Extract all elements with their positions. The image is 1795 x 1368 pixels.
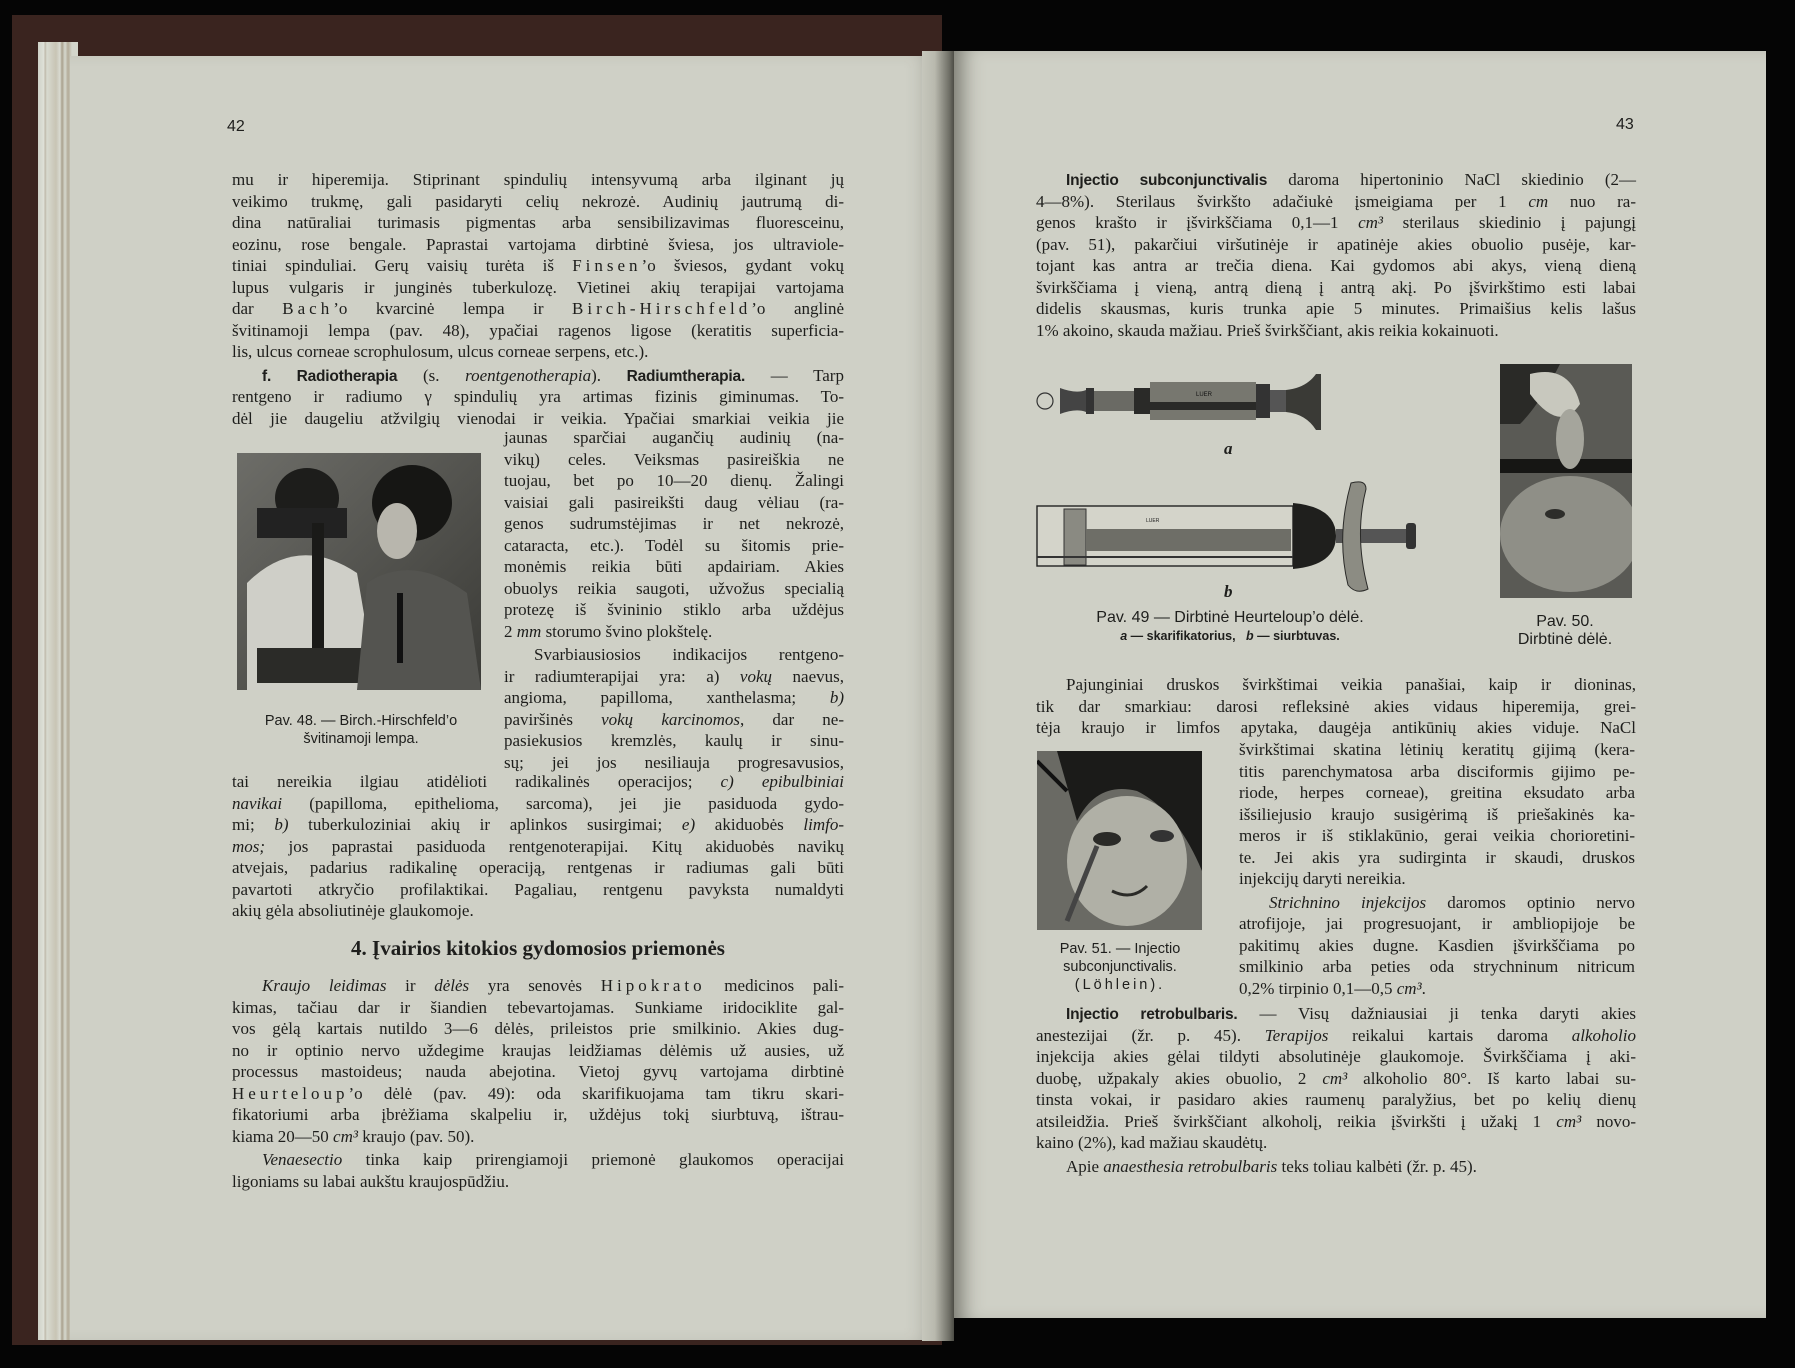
text-line: no ir optinio nervo uždegime kraujas leidžiamas dėlėmis už ausies, už — [232, 1040, 844, 1060]
spaced-name: Bach — [282, 299, 334, 318]
text-line — [232, 836, 844, 858]
text-run: ir — [386, 976, 435, 995]
text-line — [232, 1083, 844, 1105]
text-line — [504, 621, 844, 643]
text-run: kraujo (pav. 50). — [357, 1126, 475, 1146]
italic-term: b) — [274, 815, 289, 834]
text-line: vaisiai gali pasireikšti daug vėliau (ra- — [504, 492, 844, 512]
left-text-block-3 — [232, 771, 844, 922]
text-run: — Tarp — [745, 365, 844, 385]
right-text-block-2 — [1036, 672, 1636, 739]
text-line: švirkštimai skatina lėtinių keratitų gijimą (kera- — [1239, 740, 1635, 759]
text-line — [232, 298, 844, 320]
text-run: akiduobės — [695, 815, 804, 834]
text-line — [1036, 1111, 1636, 1133]
text-line — [1239, 892, 1635, 914]
text-line — [1036, 1156, 1636, 1178]
section-heading: 4. Įvairios kitokios gydomosios priemonės — [351, 936, 725, 960]
bold-term: Injectio retrobulbaris. — [1066, 1006, 1238, 1023]
text-run: , dar ne- — [740, 709, 844, 729]
italic-term: cm³ — [1322, 1068, 1348, 1088]
italic-term: vokų karcinomos — [601, 709, 741, 729]
text-line: 1% akoino, skauda mažiau. Prieš švirkščiant, akis reikia kokainuoti. — [1036, 320, 1499, 340]
bold-term: f. Radiotherapia — [262, 367, 398, 385]
text-run: alkoholio 80°. Iš karto labai su- — [1347, 1068, 1636, 1088]
paragraph — [1036, 1156, 1636, 1178]
caption-b-letter: b — [1245, 629, 1254, 643]
text-run: ’o dėlė (pav. 49): oda skarifikuojama tam tikru skari- — [348, 1083, 844, 1103]
text-run: 4—8%). Sterilaus švirkšto adačiukė įsmeigiama per 1 — [1036, 191, 1529, 211]
italic-term: cm³ — [1556, 1111, 1582, 1131]
text-run: tinka kaip prirengiamoji priemonė glaukomos operacijai — [342, 1150, 844, 1169]
text-line: kimas, tačiau dar ir šiandien tebevartojamas. Sunkiame iridociklite gal- — [232, 997, 844, 1017]
italic-term: limfo- — [803, 815, 845, 834]
text-run: sterilaus skiedinio į pajungį — [1383, 213, 1637, 232]
text-run: angioma, papilloma, xanthelasma; — [504, 688, 830, 707]
text-run: reikalui kartais daroma — [1328, 1025, 1572, 1045]
caption-line: (Löhlein). — [1074, 977, 1166, 993]
italic-term: Terapijos — [1264, 1025, 1329, 1045]
text-line: vikų) celes. Veiksmas pasireiškia ne — [504, 449, 844, 469]
text-line: akių gėla absoliutinėje glaukomoje. — [232, 901, 474, 920]
text-line — [1036, 1068, 1636, 1090]
text-line: meros ir iš stiklakūnio, gerai veikia chorioretini- — [1239, 826, 1635, 845]
spaced-name: Birch-Hirschfeld — [572, 299, 752, 318]
text-line — [504, 709, 844, 731]
text-run: naevus, — [772, 666, 844, 686]
text-run: nuo ra- — [1548, 191, 1636, 211]
text-line — [1036, 1003, 1636, 1025]
figure-49-caption — [1040, 609, 1420, 645]
text-run: yra senovės — [469, 976, 601, 995]
caption-line: Pav. 50. — [1536, 613, 1594, 630]
caption-line: Pav. 51. — Injectio — [1059, 941, 1181, 957]
text-line: lis, ulcus corneae scrophulosum, ulcus corneae serpens, etc.). — [232, 342, 649, 361]
text-run: duobę, užpakaly akies obuolio, 2 — [1036, 1068, 1323, 1088]
italic-term: vokų — [739, 666, 773, 686]
text-line: genos sudrumstėjimas ir net nekrozė, — [504, 514, 844, 533]
left-text-block-wrap — [504, 427, 844, 773]
text-run: — Visų dažniausiai ji tenka daryti akies — [1237, 1004, 1637, 1023]
text-line: titis parenchymatosa arba disciformis gijimo pe- — [1239, 761, 1635, 781]
book-spine-gutter — [922, 51, 954, 1341]
page-number-left: 42 — [227, 118, 245, 135]
text-run: ir radiumterapijai yra: a) — [504, 666, 740, 686]
text-run: ’o anglinė — [751, 299, 844, 318]
text-run: dar — [232, 299, 283, 318]
caption-line: Dirbtinė dėlė. — [1517, 631, 1613, 648]
page-number-right: 43 — [1616, 116, 1634, 133]
bold-term: Radiumtherapia. — [626, 367, 746, 385]
text-line — [232, 975, 844, 997]
italic-term: Venaesectio — [262, 1150, 343, 1169]
figure-label-b: b — [1224, 582, 1233, 601]
text-line — [1036, 169, 1636, 191]
text-run: daromos optinio nervo — [1426, 892, 1635, 912]
text-line: jaunas sparčiai augančių audinių (na- — [504, 428, 844, 447]
italic-term: b) — [829, 688, 844, 707]
suction-cup-illustration — [1036, 481, 1422, 593]
text-run: (papilloma, epithelioma, sarcoma), jei jie pasiduoda gydo- — [282, 793, 844, 813]
text-line — [504, 666, 844, 688]
text-run: 2 — [504, 621, 517, 641]
text-run: kiama 20—50 — [232, 1126, 334, 1146]
text-line — [232, 1149, 844, 1171]
text-line — [232, 771, 844, 793]
italic-term: Strichnino injekcijos — [1269, 892, 1427, 912]
italic-term: cm³ — [333, 1126, 358, 1146]
text-line: veikimo trukmę, gali pasidaryti celių nekrozė. Audinių jautrumą di- — [232, 191, 844, 211]
text-run: jos paprastai pasiduoda rentgenoterapijai. Kitų akiduobės navikų — [265, 836, 844, 856]
text-line — [232, 365, 844, 387]
text-line — [504, 687, 844, 709]
text-line: rentgeno ir radiumo γ spindulių yra artimas fizinis giminumas. To- — [232, 387, 844, 406]
text-run: ’o kvarcinė lempa ir — [333, 299, 573, 318]
figure-label-a: a — [1224, 439, 1233, 458]
text-line: tėja kraujo ir limfos apytaka, daugėja antikūnių akies viduje. NaCl — [1036, 718, 1636, 737]
text-line: tojant kas antra ar trečia diena. Kai gydomos abi akys, vieną dieną — [1036, 256, 1636, 275]
paragraph — [504, 644, 844, 773]
text-line: švirkščiama į vieną, antrą dieną į antrą akį. Po įšvirkštimo esti labai — [1036, 277, 1636, 297]
spaced-name: Finsen — [572, 256, 642, 275]
text-run: Apie — [1066, 1156, 1104, 1176]
text-line: vos gėlą kartais nutildo 3—6 dėlės, prileistos prie smilkinio. Akies dug- — [232, 1019, 844, 1038]
text-line: lupus vulgaris ir junginės tuberkulozę. Vietinei akių terapijai vartojama — [232, 277, 844, 297]
text-line: ligoniams su labai aukštu kraujospūdžiu. — [232, 1171, 510, 1191]
text-run: paviršinės — [504, 709, 602, 729]
right-text-block-4 — [1036, 1001, 1636, 1177]
italic-term: dėlės — [434, 976, 470, 995]
text-line: (pav. 51), pakarčiui viršutinėje ir apatinėje akies obuolio pusėje, kar- — [1036, 234, 1636, 254]
text-run: ). — [591, 365, 627, 385]
italic-term: cm³ — [1396, 978, 1422, 998]
text-line: smilkinio arba peties oda strychninum nitricum — [1239, 957, 1635, 976]
text-line: tuojau, bet po 10—20 dienų. Žalingi — [504, 471, 844, 490]
text-line: pasiekusios kremzlės, kaulų ir sinu- — [504, 731, 844, 750]
text-run: genos krašto ir įšvirkščiama 0,1—1 — [1036, 213, 1359, 232]
text-line: didelis skausmas, kuris trunka apie 5 minutes. Primaišius kelis lašus — [1036, 299, 1636, 318]
text-run: (s. — [397, 365, 466, 385]
figure-50-photo — [1500, 364, 1632, 598]
text-line — [1239, 978, 1635, 1000]
text-run: novo- — [1581, 1111, 1636, 1131]
text-line: tinsta vokai, ir pasidaro akies raumenų paralyžius, bet po kelių dienų — [1036, 1090, 1636, 1109]
text-line: Pajunginiai druskos švirkštimai veikia panašiai, kaip ir dioninas, — [1066, 675, 1636, 694]
spaced-name: Heurteloup — [232, 1083, 349, 1103]
paragraph — [232, 975, 844, 1147]
left-text-block-1 — [232, 169, 844, 429]
text-line: tik dar smarkiau: darosi refleksinė akies vidaus hiperemija, grei- — [1036, 696, 1636, 716]
text-line: processus mastoideus; nauda abejotina. Vietoj gyvų vartojama dirbtinė — [232, 1062, 844, 1081]
caption-a-text: — skarifikatorius, — [1127, 629, 1236, 643]
text-line: dėl jie daugeliu atžvilgių vienodai ir veikia. Ypačiai smarkiai veikia jie — [232, 408, 844, 428]
text-line: fikatoriumi arba įbrėžiama skalpeliu ir, uždėjus tokį siurbtuvą, ištrau- — [232, 1105, 844, 1124]
text-line: atrofijoje, jai progresuojant, ir ambliopijoje be — [1239, 914, 1635, 933]
text-line — [232, 255, 844, 277]
text-line — [232, 1126, 844, 1148]
text-run: tuberkuloziniai akių ir aplinkos susirgimai; — [288, 815, 682, 834]
text-line: kaino (2%), kad mažiau skaudėtų. — [1036, 1133, 1268, 1152]
paragraph — [232, 771, 844, 922]
luer-engraving: LUER — [1196, 392, 1213, 398]
italic-term: mm — [516, 621, 542, 641]
caption-line: Pav. 48. — Birch.-Hirschfeld’o — [264, 713, 458, 729]
text-line: dina natūraliai turimasis pigmentas arba sensibilizavimas fluoresceinu, — [232, 213, 844, 232]
caption-line: švitinamoji lempa. — [303, 731, 419, 747]
text-line: pavartoti atkryčio profilaktikai. Pagaliau, rentgenu pavyksta numaldyti — [232, 879, 844, 899]
text-run: ’o šviesos, gydant vokų — [641, 256, 845, 275]
text-line: atvejais, padarius radikalinę operaciją, rentgenas ir radiumas gali būti — [232, 858, 844, 877]
text-run: anestezijai (žr. p. 45). — [1036, 1025, 1265, 1045]
italic-term: Kraujo leidimas — [262, 976, 387, 995]
text-line: cataracta, etc.). Todėl su šitomis prie- — [504, 535, 844, 555]
text-line: protezę iš švininio stiklo arba uždėjus — [504, 600, 844, 619]
text-line: mu ir hiperemija. Stiprinant spindulių intensyvumą arba ilginant jų — [232, 170, 844, 189]
text-run: medicinos pali- — [705, 976, 844, 995]
text-line: išsiliejusio kraujo susigėrimą iš priešakinės ka- — [1239, 804, 1635, 824]
text-line: te. Jei akis yra sudirginta ir skaudi, druskos — [1239, 847, 1635, 867]
text-line: Svarbiausiosios indikacijos rentgeno- — [534, 645, 844, 664]
caption-line — [1040, 627, 1420, 645]
caption-a-letter: a — [1120, 629, 1128, 643]
bold-term: Injectio subconjunctivalis — [1066, 172, 1268, 189]
paragraph — [1239, 892, 1635, 1000]
italic-term: c) epibulbiniai — [720, 772, 844, 791]
luer-engraving: LUER — [1146, 518, 1160, 524]
text-line: švitinamoji lempa (pav. 48), ypačiai ragenos ligose (keratitis superficia- — [232, 320, 844, 340]
scarificator-illustration — [1036, 368, 1386, 434]
figure-51-photo — [1037, 751, 1202, 930]
caption-line: subconjunctivalis. — [1063, 959, 1177, 975]
paragraph — [1239, 739, 1635, 890]
text-run: . — [1421, 978, 1426, 998]
text-run: atsileidžia. Prieš švirkščiant alkoholį, reikia įšvirkšti į užakį 1 — [1036, 1111, 1557, 1131]
text-line — [232, 793, 844, 815]
paragraph — [1036, 169, 1636, 341]
text-run: tiniai spinduliai. Gerų vaisių turėta iš — [232, 256, 573, 275]
text-line — [1036, 191, 1636, 213]
paragraph — [232, 365, 844, 430]
text-line — [232, 814, 844, 836]
text-run: 0,2% tirpinio 0,1—0,5 — [1239, 978, 1397, 998]
paragraph — [232, 1149, 844, 1192]
text-line: pakitimų akies dugne. Kasdien įšvirkščiama po — [1239, 935, 1635, 955]
right-text-block-wrap — [1239, 739, 1635, 999]
text-line — [1036, 1025, 1636, 1047]
italic-term: cm — [1528, 191, 1549, 211]
text-line: sų; jei jos nesiliauja progresavusios, — [504, 752, 844, 772]
text-run: storumo švino plokštelę. — [541, 621, 713, 641]
text-run: tai nereikia ilgiau atidėlioti radikalinės operacijos; — [232, 772, 721, 791]
italic-term: mos; — [232, 836, 266, 856]
paragraph — [1036, 674, 1636, 739]
text-line: eozinu, rose bengale. Paprastai vartojama dirbtinė šviesa, jos ultraviole- — [232, 234, 844, 254]
italic-term: cm³ — [1358, 213, 1384, 232]
figure-48-caption — [226, 712, 496, 748]
text-line — [1036, 212, 1636, 234]
text-line: monėmis reikia būti apdairiam. Akies — [504, 557, 844, 576]
text-line: injekcija akies gėlai tildyti absolutinėje glaukomoje. Švirkščiama į aki- — [1036, 1047, 1636, 1066]
italic-term: anaesthesia retrobulbaris — [1103, 1156, 1278, 1176]
figure-48-photo — [237, 453, 481, 690]
text-line: injekcijų daryti nereikia. — [1239, 869, 1406, 888]
italic-term: roentgenotherapia — [465, 365, 592, 385]
paragraph — [232, 169, 844, 363]
left-text-block-4 — [232, 973, 844, 1192]
figure-51-caption — [1030, 940, 1210, 994]
caption-b-text: — siurbtuvas. — [1253, 629, 1340, 643]
italic-term: alkoholio — [1571, 1025, 1636, 1045]
text-run: daroma hipertoninio NaCl skiedinio (2— — [1267, 170, 1636, 189]
figure-50-caption — [1490, 613, 1640, 649]
right-text-block-1 — [1036, 167, 1636, 341]
text-line: riode, herpes corneae), greitina eksudato arba — [1239, 783, 1635, 802]
text-run: teks toliau kalbėti (žr. p. 45). — [1277, 1156, 1477, 1176]
text-run: mi; — [232, 815, 275, 834]
caption-line: Pav. 49 — Dirbtinė Heurteloup’o dėlė. — [1096, 609, 1364, 626]
spaced-name: Hipokrato — [600, 976, 706, 995]
italic-term: navikai — [232, 793, 283, 813]
paragraph — [1036, 1003, 1636, 1154]
text-line: obuolys reikia saugoti, užvožus specialią — [504, 578, 844, 598]
italic-term: e) — [681, 815, 696, 834]
paragraph — [504, 427, 844, 642]
